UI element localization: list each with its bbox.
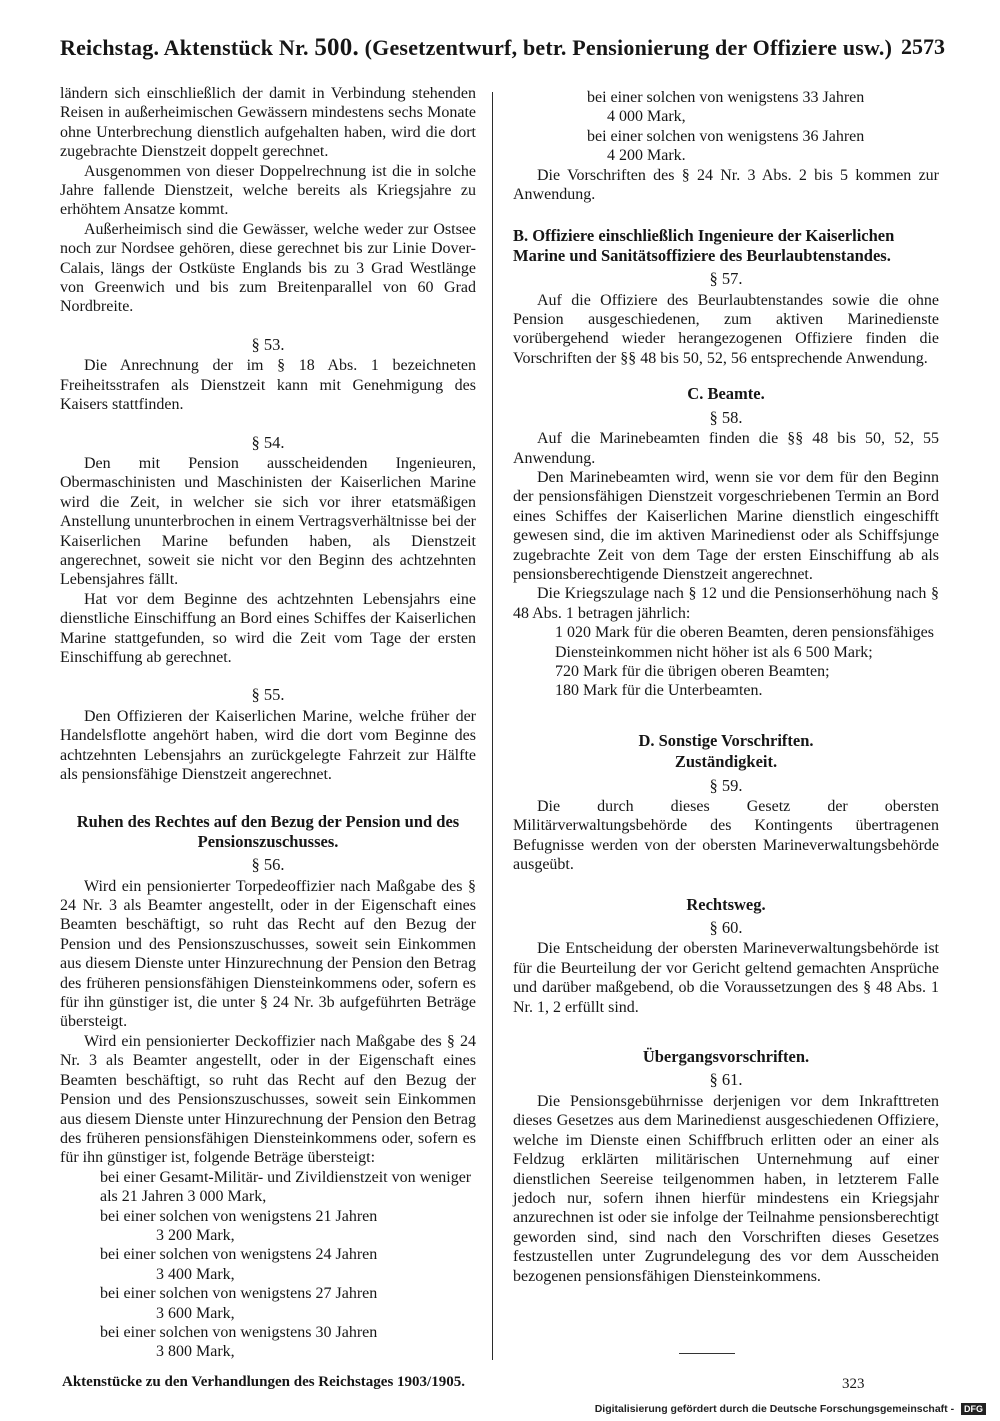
paragraph: Außerheimisch sind die Gewässer, welche weder zur Ostsee noch zur Nordsee gehören, diese gerechnet bis zur Linie Dover-Calais, längs der Ostküste Englands bis zu 3 Grad Westlänge von Greenwich und bis zum Breitenparallel von 60 Grad Nordbreite. <box>60 220 476 316</box>
section-number: § 56. <box>251 855 285 875</box>
paragraph: Hat vor dem Beginne des achtzehnten Lebensjahrs eine dienstliche Einschiffung an Bord eines Schiffes der Kaiserlichen Marine stattgefunden, so wird die Zeit vom Tage der ersten Einschiffung ab gerechnet. <box>60 590 476 666</box>
paragraph: Die Pensionsgebührnisse derjenigen vor dem Inkrafttreten dieses Gesetzes aus dem Marinedienst ausgeschiedenen Offiziere, welche im Dienste einen Schiffbruch erlitten oder an einer als Feldzug erklärten militärischen Unternehmung auf einer dienstlichen Seereise teilgenommen haben, in letzterem Falle jedoch nur, sofern ihnen hierfür mindestens ein Kriegsjahr anzurechnen ist oder sie infolge der Teilnahme pensionsberechtigt geworden sind, sind nach den Vorschriften dieses Gesetzes festzustellen unter Zugrundelegung des vor dem Ausscheiden bezogenen pensionsfähigen Diensteinkommens. <box>513 1092 939 1285</box>
list-item: bei einer solchen von wenigstens 21 Jahren <box>100 1207 378 1225</box>
subsection-heading: Übergangsvorschriften. <box>642 1047 810 1067</box>
section-heading: Ruhen des Rechtes auf den Bezug der Pension und des Pensionszuschusses. <box>76 812 460 851</box>
page-header <box>60 34 945 64</box>
amount-list <box>513 88 939 166</box>
left-column <box>60 84 476 1362</box>
footer-source: Aktenstücke zu den Verhandlungen des Reichstages 1903/1905. <box>62 1374 465 1390</box>
section-number: § 58. <box>709 407 743 427</box>
list-amount: 3 400 Mark, <box>156 1265 235 1283</box>
list-item: bei einer solchen von wenigstens 36 Jahren <box>587 127 865 145</box>
section-number: § 57. <box>709 269 743 289</box>
list-amount: 3 600 Mark, <box>156 1304 235 1322</box>
paragraph: ländern sich einschließlich der damit in Verbindung stehenden Reisen in außerheimischen Gewässern mindestens sechs Monate ohne Unterbrechung dienstlich aufgehalten haben, wird die dort zugebrachte Dienstzeit doppelt gerechnet. <box>60 85 476 161</box>
list-item: bei einer solchen von wenigstens 30 Jahren <box>100 1323 378 1341</box>
document-subject: (Gesetzentwurf, betr. Pensionierung der Offiziere usw.) <box>364 35 893 60</box>
running-head <box>60 34 892 62</box>
paragraph: Die durch dieses Gesetz der obersten Militärverwaltungsbehörde des Kontingents übertragenen Befugnisse werden von der obersten Marineverwaltungsbehörde ausgeübt. <box>513 798 939 874</box>
digitization-credit <box>595 1403 986 1415</box>
list-item: bei einer solchen von wenigstens 27 Jahren <box>100 1285 378 1303</box>
paragraph: Ausgenommen von dieser Doppelrechnung ist die in solche Jahre fallende Dienstzeit, welche bereits als Kriegsjahre zu erhöhtem Ansatze kommt. <box>60 162 476 219</box>
subsection-heading: Zuständigkeit. <box>674 752 778 772</box>
list-item: 180 Mark für die Unterbeamten. <box>555 682 763 700</box>
section-number: § 55. <box>251 685 285 705</box>
column-divider <box>492 92 493 1360</box>
paragraph: Den Offizieren der Kaiserlichen Marine, welche früher der Handelsflotte angehört haben, wird die dort vom Beginne des achtzehnten Lebensjahrs an zurückgelegte Fahrzeit zur Hälfte als pensionsfähige Dienstzeit angerechnet. <box>60 707 476 783</box>
list-amount: 3 800 Mark, <box>156 1343 235 1361</box>
section-heading: B. Offiziere einschließlich Ingenieure der Kaiserlichen Marine und Sanitätsoffiziere des Beurlaubtenstandes. <box>513 226 895 265</box>
paragraph: Den Marinebeamten wird, wenn sie vor dem für den Beginn der pensionsfähigen Dienstzeit vorgeschriebenen Termin an Bord eines Schiffes der Kaiserlichen Marine dienstlich eingeschifft gewesen sind, die im aktiven Marinedienst oder als Schiffsjunge zugebrachte Zeit von dem Tage der ersten Einschiffung ab als pensionsberechtigende Dienstzeit angerechnet. <box>513 468 939 583</box>
dfg-logo: DFG <box>961 1403 986 1415</box>
list-item: bei einer solchen von wenigstens 33 Jahren <box>587 89 865 106</box>
paragraph: Die Anrechnung der im § 18 Abs. 1 bezeichneten Freiheitsstrafen als Dienstzeit kann mit Genehmigung des Kaisers stattfinden. <box>60 357 476 414</box>
list-item: bei einer Gesamt-Militär- und Zivildienstzeit von weniger als 21 Jahren 3 000 Mark, <box>100 1168 472 1206</box>
paragraph: Die Entscheidung der obersten Marineverwaltungsbehörde ist für die Beurteilung der vor Gericht geltend gemachten Ansprüche und darüber maßgebend, ob die Voraussetzungen des § 48 Abs. 1 Nr. 1, 2 erfüllt sind. <box>513 940 939 1016</box>
paragraph: Die Vorschriften des § 24 Nr. 3 Abs. 2 bis 5 kommen zur Anwendung. <box>513 166 939 204</box>
section-heading: D. Sonstige Vorschriften. <box>638 730 814 750</box>
paragraph: Auf die Offiziere des Beurlaubtenstandes sowie die ohne Pension ausgeschiedenen, zum aktiven Marinedienste vorübergehend wieder herangezogenen Offiziere finden die Vorschriften der §§ 48 bis 50, 52, 56 entsprechende Anwendung. <box>513 291 939 367</box>
amount-list <box>513 623 939 701</box>
section-heading: C. Beamte. <box>687 384 765 404</box>
document-number: 500. <box>314 34 359 61</box>
list-item: bei einer solchen von wenigstens 24 Jahren <box>100 1246 378 1264</box>
footer-page-number: 323 <box>842 1376 865 1392</box>
credit-text: Digitalisierung gefördert durch die Deutsche Forschungsgemeinschaft - <box>594 1403 955 1415</box>
subsection-heading: Rechtsweg. <box>686 894 766 914</box>
end-rule <box>679 1353 735 1354</box>
paragraph: Auf die Marinebeamten finden die §§ 48 bis 50, 52, 55 Anwendung. <box>513 430 939 467</box>
paragraph: Wird ein pensionierter Deckoffizier nach Maßgabe des § 24 Nr. 3 als Beamter angestellt, oder in der Eigenschaft eines Beamten beschäftigt, so ruht das Recht auf den Bezug der Pension und des Pensionszuschusses, soweit sein Einkommen aus diesem Dienste unter Hinzurechnung der Pension den Betrag des früheren pensionsfähigen Diensteinkommens oder, sofern es für ihn günstiger ist, folgende Beträge übersteigt: <box>60 1032 476 1167</box>
paragraph: Wird ein pensionierter Torpedeoffizier nach Maßgabe des § 24 Nr. 3 als Beamter angestellt, oder in der Eigenschaft eines Beamten beschäftigt, so ruht das Recht auf den Bezug der Pension und des Pensionszuschusses, soweit sein Einkommen aus diesem Dienste unter Hinzurechnung der Pension den Betrag des früheren pensionsfähigen Diensteinkommens oder, sofern es für ihn günstiger ist, die unter § 24 Nr. 3b aufgeführten Beträge übersteigt. <box>60 877 476 1031</box>
list-amount: 3 200 Mark, <box>156 1226 235 1244</box>
section-number: § 59. <box>709 775 743 795</box>
paragraph: Den mit Pension ausscheidenden Ingenieuren, Obermaschinisten und Maschinisten der Kaiserlichen Marine wird die Zeit, in welcher sie sich vor ihrer etatsmäßigen Anstellung ununterbrochen in einem Vertragsverhältnisse bei der Kaiserlichen Marine befunden haben, als Dienstzeit angerechnet, soweit sie nicht vor den Beginn des achtzehnten Lebensjahres fällt. <box>60 454 476 589</box>
running-title: Reichstag. Aktenstück Nr. <box>60 35 309 60</box>
section-number: § 53. <box>251 334 285 354</box>
section-number: § 61. <box>709 1070 743 1090</box>
amount-list <box>60 1168 476 1362</box>
paragraph: Die Kriegszulage nach § 12 und die Pensionserhöhung nach § 48 Abs. 1 betragen jährlich: <box>513 585 939 622</box>
page-number: 2573 <box>901 34 945 59</box>
list-item: 720 Mark für die übrigen oberen Beamten; <box>555 662 830 680</box>
list-amount: 4 200 Mark. <box>607 147 686 165</box>
list-amount: 4 000 Mark, <box>607 108 686 126</box>
list-item: 1 020 Mark für die oberen Beamten, deren pensionsfähiges Diensteinkommen nicht höher ist als 6 500 Mark; <box>555 624 934 661</box>
right-column <box>513 88 939 1286</box>
section-number: § 54. <box>251 432 285 452</box>
section-number: § 60. <box>709 918 743 938</box>
